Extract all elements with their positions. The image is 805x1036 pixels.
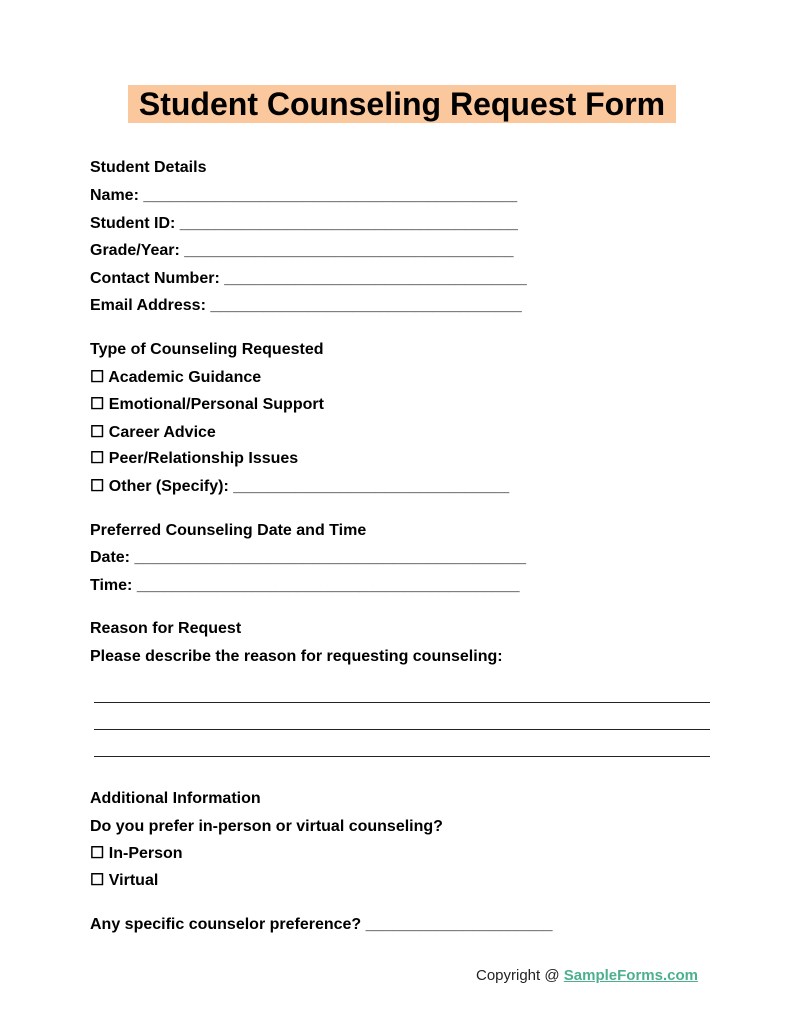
student-id-field[interactable]: Student ID: ______________________________________ [90, 215, 518, 232]
reason-answer-line-3[interactable] [94, 756, 710, 757]
email-address-field[interactable]: Email Address: ___________________________________ [90, 297, 522, 314]
option-emotional-personal-support[interactable]: ☐ Emotional/Personal Support [90, 396, 324, 413]
grade-year-field[interactable]: Grade/Year: _____________________________________ [90, 242, 514, 259]
additional-info-heading: Additional Information [90, 790, 261, 807]
option-other-specify[interactable]: ☐ Other (Specify): _______________________________ [90, 478, 510, 495]
reason-answer-line-2[interactable] [94, 729, 710, 730]
option-peer-relationship-issues[interactable]: ☐ Peer/Relationship Issues [90, 450, 299, 467]
form-title: Student Counseling Request Form [128, 85, 676, 123]
reason-prompt: Please describe the reason for requesting counseling: [90, 648, 503, 665]
reason-answer-line-1[interactable] [94, 702, 710, 703]
counseling-type-heading: Type of Counseling Requested [90, 341, 324, 358]
option-virtual[interactable]: ☐ Virtual [90, 872, 159, 889]
copyright-text: Copyright @ [476, 967, 564, 984]
date-field[interactable]: Date: ____________________________________________ [90, 549, 526, 566]
copyright-footer [476, 966, 698, 986]
brand-link[interactable]: SampleForms.com [563, 967, 698, 984]
option-career-advice[interactable]: ☐ Career Advice [90, 424, 216, 441]
time-field[interactable]: Time: ___________________________________________ [90, 577, 520, 594]
counselor-preference-field[interactable]: Any specific counselor preference? _____________________ [90, 916, 553, 933]
reason-heading: Reason for Request [90, 620, 242, 637]
counseling-mode-question: Do you prefer in-person or virtual counseling? [90, 818, 443, 835]
option-in-person[interactable]: ☐ In-Person [90, 845, 183, 862]
preferred-datetime-heading: Preferred Counseling Date and Time [90, 522, 367, 539]
name-field[interactable]: Name: __________________________________________ [90, 187, 518, 204]
option-academic-guidance[interactable]: ☐ Academic Guidance [90, 369, 262, 386]
student-details-heading: Student Details [90, 159, 207, 176]
contact-number-field[interactable]: Contact Number: __________________________________ [90, 270, 527, 287]
